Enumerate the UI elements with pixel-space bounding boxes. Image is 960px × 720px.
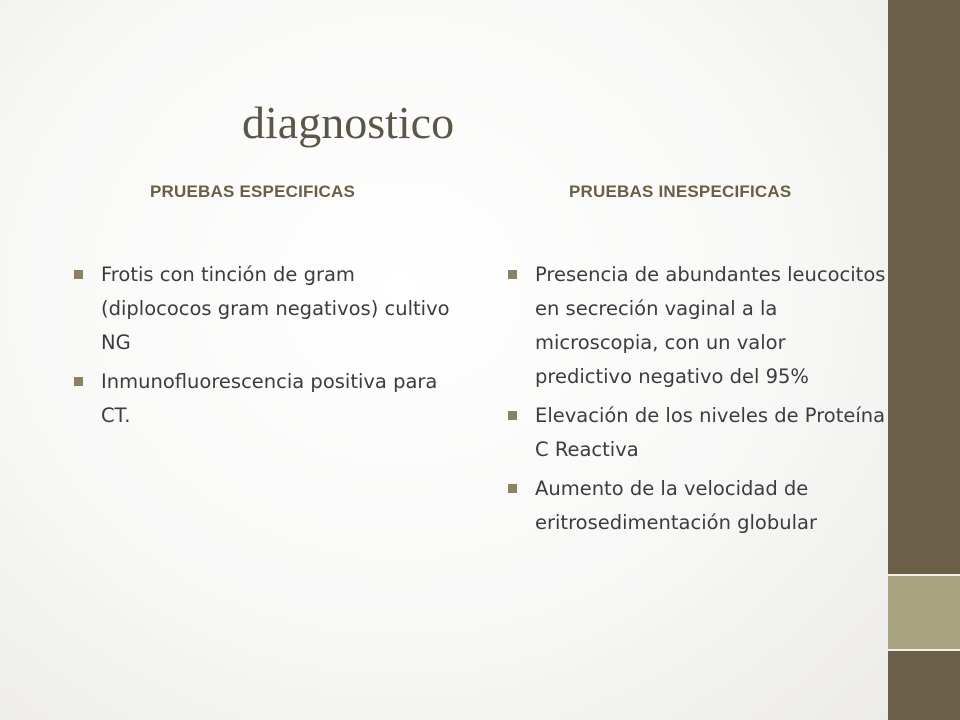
- bullet-list-inespecificas: [508, 258, 888, 545]
- list-item: [74, 365, 454, 433]
- sidebar-divider: [888, 649, 960, 651]
- slide-title: diagnostico: [242, 97, 455, 148]
- sidebar-band-dark-top: [888, 0, 960, 575]
- column-heading-especificas: PRUEBAS ESPECIFICAS: [150, 182, 356, 201]
- sidebar-band-light: [888, 575, 960, 650]
- list-item-text: Presencia de abundantes leucocitos en secreción vaginal a la microscopia, con un valor predictivo negativo del 95%: [535, 263, 886, 388]
- list-item-text: Aumento de la velocidad de eritrosedimentación globular: [535, 477, 817, 534]
- list-item-text: Inmunofluorescencia positiva para CT.: [101, 370, 438, 427]
- sidebar-divider: [888, 574, 960, 576]
- list-item: [508, 258, 888, 394]
- column-heading-inespecificas: PRUEBAS INESPECIFICAS: [569, 182, 792, 201]
- bullet-list-especificas: [74, 258, 454, 438]
- square-bullet-icon: [508, 411, 517, 420]
- square-bullet-icon: [74, 270, 83, 279]
- list-item-text: Elevación de los niveles de Proteína C Reactiva: [535, 404, 886, 461]
- square-bullet-icon: [508, 484, 517, 493]
- square-bullet-icon: [74, 377, 83, 386]
- list-item: [508, 472, 888, 540]
- sidebar-band-dark-bottom: [888, 650, 960, 720]
- list-item: [508, 399, 888, 467]
- list-item-text: Frotis con tinción de gram (diplococos gram negativos) cultivo NG: [101, 263, 450, 354]
- square-bullet-icon: [508, 270, 517, 279]
- list-item: [74, 258, 454, 360]
